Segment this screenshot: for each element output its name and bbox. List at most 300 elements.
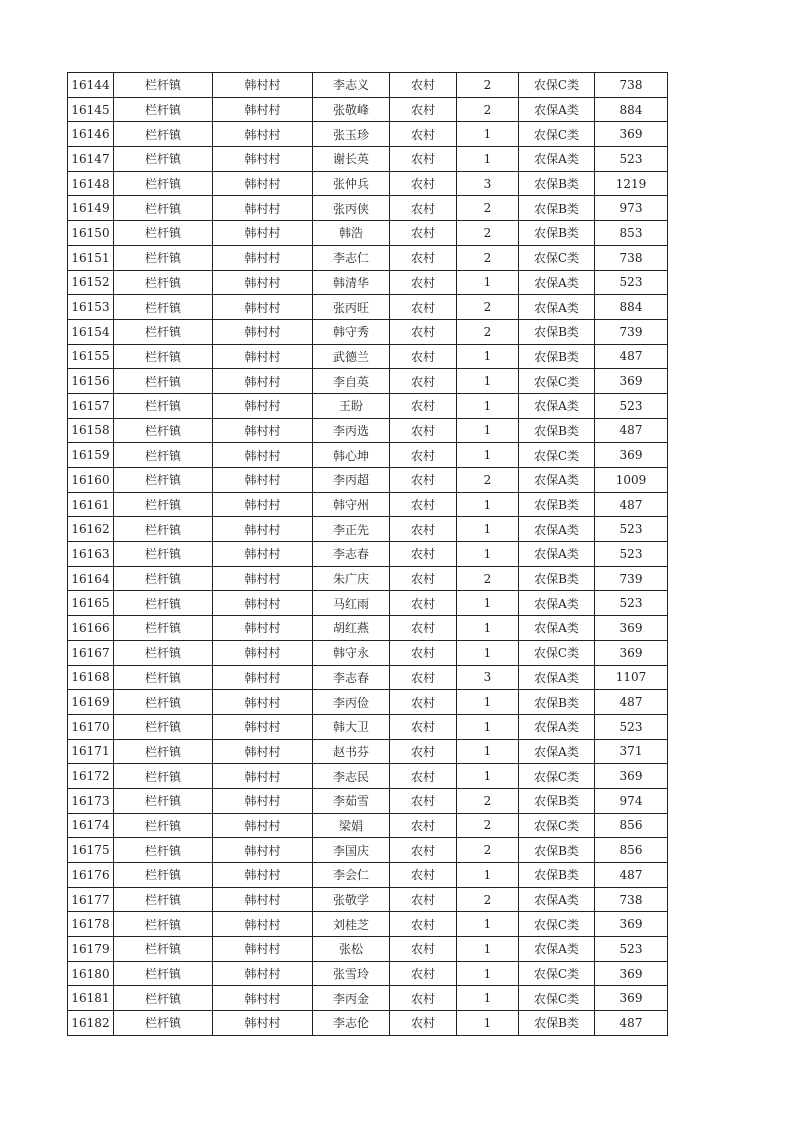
cell-record-id: 16153 bbox=[68, 295, 114, 320]
table-body bbox=[68, 73, 668, 1036]
cell-town: 栏杆镇 bbox=[114, 640, 213, 665]
cell-town: 栏杆镇 bbox=[114, 937, 213, 962]
cell-member-count: 2 bbox=[457, 468, 519, 493]
cell-member-count: 1 bbox=[457, 714, 519, 739]
table-row bbox=[68, 245, 668, 270]
cell-record-id: 16144 bbox=[68, 73, 114, 98]
cell-amount: 973 bbox=[595, 196, 668, 221]
table-row bbox=[68, 912, 668, 937]
cell-record-id: 16178 bbox=[68, 912, 114, 937]
cell-town: 栏杆镇 bbox=[114, 542, 213, 567]
cell-town: 栏杆镇 bbox=[114, 196, 213, 221]
cell-village: 韩村村 bbox=[213, 97, 313, 122]
cell-insurance-category: 农保B类 bbox=[519, 221, 595, 246]
cell-household-type: 农村 bbox=[390, 171, 457, 196]
cell-person-name: 马红雨 bbox=[313, 591, 390, 616]
cell-household-type: 农村 bbox=[390, 616, 457, 641]
cell-record-id: 16159 bbox=[68, 443, 114, 468]
cell-town: 栏杆镇 bbox=[114, 295, 213, 320]
cell-village: 韩村村 bbox=[213, 171, 313, 196]
cell-village: 韩村村 bbox=[213, 468, 313, 493]
table-row bbox=[68, 764, 668, 789]
cell-record-id: 16168 bbox=[68, 665, 114, 690]
cell-household-type: 农村 bbox=[390, 813, 457, 838]
cell-amount: 1219 bbox=[595, 171, 668, 196]
table-row bbox=[68, 171, 668, 196]
cell-village: 韩村村 bbox=[213, 566, 313, 591]
cell-insurance-category: 农保B类 bbox=[519, 690, 595, 715]
cell-town: 栏杆镇 bbox=[114, 147, 213, 172]
cell-person-name: 李志民 bbox=[313, 764, 390, 789]
table-row bbox=[68, 319, 668, 344]
cell-insurance-category: 农保A类 bbox=[519, 393, 595, 418]
cell-household-type: 农村 bbox=[390, 468, 457, 493]
cell-record-id: 16150 bbox=[68, 221, 114, 246]
cell-member-count: 2 bbox=[457, 813, 519, 838]
cell-member-count: 2 bbox=[457, 245, 519, 270]
cell-amount: 369 bbox=[595, 640, 668, 665]
table-row bbox=[68, 393, 668, 418]
cell-household-type: 农村 bbox=[390, 690, 457, 715]
cell-insurance-category: 农保C类 bbox=[519, 640, 595, 665]
cell-town: 栏杆镇 bbox=[114, 344, 213, 369]
table-row bbox=[68, 542, 668, 567]
cell-household-type: 农村 bbox=[390, 147, 457, 172]
cell-amount: 856 bbox=[595, 813, 668, 838]
cell-amount: 369 bbox=[595, 764, 668, 789]
cell-insurance-category: 农保C类 bbox=[519, 122, 595, 147]
cell-household-type: 农村 bbox=[390, 344, 457, 369]
cell-town: 栏杆镇 bbox=[114, 961, 213, 986]
cell-town: 栏杆镇 bbox=[114, 443, 213, 468]
cell-village: 韩村村 bbox=[213, 714, 313, 739]
cell-household-type: 农村 bbox=[390, 319, 457, 344]
cell-person-name: 张丙侠 bbox=[313, 196, 390, 221]
table-row bbox=[68, 986, 668, 1011]
cell-household-type: 农村 bbox=[390, 393, 457, 418]
table-row bbox=[68, 616, 668, 641]
cell-person-name: 李丙金 bbox=[313, 986, 390, 1011]
cell-member-count: 1 bbox=[457, 961, 519, 986]
cell-amount: 523 bbox=[595, 147, 668, 172]
cell-member-count: 1 bbox=[457, 912, 519, 937]
cell-record-id: 16166 bbox=[68, 616, 114, 641]
cell-person-name: 胡红燕 bbox=[313, 616, 390, 641]
cell-amount: 974 bbox=[595, 788, 668, 813]
cell-amount: 369 bbox=[595, 369, 668, 394]
cell-village: 韩村村 bbox=[213, 369, 313, 394]
cell-village: 韩村村 bbox=[213, 813, 313, 838]
cell-amount: 487 bbox=[595, 690, 668, 715]
cell-person-name: 李会仁 bbox=[313, 863, 390, 888]
table-row bbox=[68, 591, 668, 616]
cell-insurance-category: 农保C类 bbox=[519, 813, 595, 838]
cell-amount: 856 bbox=[595, 838, 668, 863]
cell-household-type: 农村 bbox=[390, 665, 457, 690]
table-row bbox=[68, 937, 668, 962]
cell-person-name: 王盼 bbox=[313, 393, 390, 418]
cell-member-count: 3 bbox=[457, 171, 519, 196]
table-row bbox=[68, 97, 668, 122]
cell-person-name: 李茹雪 bbox=[313, 788, 390, 813]
cell-member-count: 2 bbox=[457, 566, 519, 591]
cell-town: 栏杆镇 bbox=[114, 665, 213, 690]
cell-insurance-category: 农保A类 bbox=[519, 468, 595, 493]
cell-insurance-category: 农保A类 bbox=[519, 97, 595, 122]
cell-village: 韩村村 bbox=[213, 788, 313, 813]
cell-household-type: 农村 bbox=[390, 542, 457, 567]
records-table bbox=[67, 72, 668, 1036]
cell-record-id: 16147 bbox=[68, 147, 114, 172]
cell-town: 栏杆镇 bbox=[114, 566, 213, 591]
cell-village: 韩村村 bbox=[213, 591, 313, 616]
cell-record-id: 16167 bbox=[68, 640, 114, 665]
cell-person-name: 谢长英 bbox=[313, 147, 390, 172]
cell-record-id: 16148 bbox=[68, 171, 114, 196]
cell-village: 韩村村 bbox=[213, 690, 313, 715]
cell-town: 栏杆镇 bbox=[114, 221, 213, 246]
cell-record-id: 16151 bbox=[68, 245, 114, 270]
cell-member-count: 2 bbox=[457, 73, 519, 98]
cell-town: 栏杆镇 bbox=[114, 887, 213, 912]
cell-insurance-category: 农保B类 bbox=[519, 788, 595, 813]
table-row bbox=[68, 1011, 668, 1036]
cell-person-name: 韩守秀 bbox=[313, 319, 390, 344]
table-row bbox=[68, 122, 668, 147]
cell-record-id: 16171 bbox=[68, 739, 114, 764]
cell-insurance-category: 农保C类 bbox=[519, 73, 595, 98]
cell-insurance-category: 农保C类 bbox=[519, 961, 595, 986]
cell-village: 韩村村 bbox=[213, 961, 313, 986]
cell-record-id: 16157 bbox=[68, 393, 114, 418]
cell-member-count: 1 bbox=[457, 937, 519, 962]
table-row bbox=[68, 838, 668, 863]
cell-insurance-category: 农保A类 bbox=[519, 665, 595, 690]
cell-person-name: 朱广庆 bbox=[313, 566, 390, 591]
cell-household-type: 农村 bbox=[390, 270, 457, 295]
cell-record-id: 16176 bbox=[68, 863, 114, 888]
cell-insurance-category: 农保C类 bbox=[519, 986, 595, 1011]
cell-record-id: 16173 bbox=[68, 788, 114, 813]
cell-insurance-category: 农保A类 bbox=[519, 887, 595, 912]
cell-record-id: 16165 bbox=[68, 591, 114, 616]
cell-member-count: 1 bbox=[457, 122, 519, 147]
cell-amount: 884 bbox=[595, 97, 668, 122]
cell-record-id: 16164 bbox=[68, 566, 114, 591]
cell-insurance-category: 农保C类 bbox=[519, 369, 595, 394]
cell-insurance-category: 农保C类 bbox=[519, 245, 595, 270]
cell-member-count: 1 bbox=[457, 147, 519, 172]
cell-record-id: 16180 bbox=[68, 961, 114, 986]
cell-town: 栏杆镇 bbox=[114, 319, 213, 344]
cell-amount: 523 bbox=[595, 542, 668, 567]
cell-household-type: 农村 bbox=[390, 73, 457, 98]
table-row bbox=[68, 887, 668, 912]
cell-village: 韩村村 bbox=[213, 147, 313, 172]
cell-person-name: 韩大卫 bbox=[313, 714, 390, 739]
cell-town: 栏杆镇 bbox=[114, 986, 213, 1011]
cell-household-type: 农村 bbox=[390, 912, 457, 937]
cell-amount: 369 bbox=[595, 986, 668, 1011]
cell-record-id: 16162 bbox=[68, 517, 114, 542]
cell-town: 栏杆镇 bbox=[114, 369, 213, 394]
cell-village: 韩村村 bbox=[213, 739, 313, 764]
cell-village: 韩村村 bbox=[213, 221, 313, 246]
cell-person-name: 李自英 bbox=[313, 369, 390, 394]
table-row bbox=[68, 863, 668, 888]
cell-village: 韩村村 bbox=[213, 986, 313, 1011]
cell-member-count: 2 bbox=[457, 97, 519, 122]
cell-insurance-category: 农保B类 bbox=[519, 344, 595, 369]
cell-person-name: 韩心坤 bbox=[313, 443, 390, 468]
cell-record-id: 16170 bbox=[68, 714, 114, 739]
cell-person-name: 韩清华 bbox=[313, 270, 390, 295]
cell-amount: 523 bbox=[595, 270, 668, 295]
cell-household-type: 农村 bbox=[390, 97, 457, 122]
cell-person-name: 韩浩 bbox=[313, 221, 390, 246]
cell-record-id: 16149 bbox=[68, 196, 114, 221]
cell-person-name: 韩守永 bbox=[313, 640, 390, 665]
cell-amount: 738 bbox=[595, 245, 668, 270]
cell-person-name: 张敬学 bbox=[313, 887, 390, 912]
cell-member-count: 1 bbox=[457, 542, 519, 567]
cell-member-count: 1 bbox=[457, 986, 519, 1011]
cell-amount: 369 bbox=[595, 616, 668, 641]
cell-household-type: 农村 bbox=[390, 591, 457, 616]
cell-town: 栏杆镇 bbox=[114, 714, 213, 739]
cell-member-count: 1 bbox=[457, 344, 519, 369]
cell-household-type: 农村 bbox=[390, 221, 457, 246]
cell-record-id: 16146 bbox=[68, 122, 114, 147]
cell-amount: 369 bbox=[595, 961, 668, 986]
cell-record-id: 16158 bbox=[68, 418, 114, 443]
cell-member-count: 1 bbox=[457, 739, 519, 764]
cell-insurance-category: 农保B类 bbox=[519, 171, 595, 196]
cell-village: 韩村村 bbox=[213, 640, 313, 665]
cell-person-name: 梁娟 bbox=[313, 813, 390, 838]
table-row bbox=[68, 270, 668, 295]
cell-person-name: 武德兰 bbox=[313, 344, 390, 369]
table-row bbox=[68, 739, 668, 764]
table-row bbox=[68, 344, 668, 369]
cell-amount: 369 bbox=[595, 912, 668, 937]
cell-town: 栏杆镇 bbox=[114, 912, 213, 937]
cell-insurance-category: 农保A类 bbox=[519, 616, 595, 641]
cell-member-count: 1 bbox=[457, 616, 519, 641]
cell-insurance-category: 农保A类 bbox=[519, 542, 595, 567]
cell-record-id: 16172 bbox=[68, 764, 114, 789]
cell-amount: 523 bbox=[595, 714, 668, 739]
cell-record-id: 16175 bbox=[68, 838, 114, 863]
cell-household-type: 农村 bbox=[390, 492, 457, 517]
cell-town: 栏杆镇 bbox=[114, 813, 213, 838]
cell-insurance-category: 农保A类 bbox=[519, 739, 595, 764]
cell-household-type: 农村 bbox=[390, 887, 457, 912]
cell-person-name: 李丙俭 bbox=[313, 690, 390, 715]
cell-insurance-category: 农保A类 bbox=[519, 937, 595, 962]
table-row bbox=[68, 665, 668, 690]
cell-member-count: 2 bbox=[457, 788, 519, 813]
cell-town: 栏杆镇 bbox=[114, 739, 213, 764]
cell-member-count: 2 bbox=[457, 295, 519, 320]
cell-person-name: 赵书芬 bbox=[313, 739, 390, 764]
cell-town: 栏杆镇 bbox=[114, 492, 213, 517]
cell-person-name: 张敬峰 bbox=[313, 97, 390, 122]
cell-household-type: 农村 bbox=[390, 838, 457, 863]
cell-person-name: 李志春 bbox=[313, 542, 390, 567]
table-row bbox=[68, 221, 668, 246]
cell-village: 韩村村 bbox=[213, 665, 313, 690]
cell-village: 韩村村 bbox=[213, 344, 313, 369]
cell-household-type: 农村 bbox=[390, 937, 457, 962]
cell-village: 韩村村 bbox=[213, 393, 313, 418]
cell-insurance-category: 农保A类 bbox=[519, 591, 595, 616]
cell-record-id: 16174 bbox=[68, 813, 114, 838]
cell-person-name: 李国庆 bbox=[313, 838, 390, 863]
cell-record-id: 16177 bbox=[68, 887, 114, 912]
cell-household-type: 农村 bbox=[390, 443, 457, 468]
cell-household-type: 农村 bbox=[390, 566, 457, 591]
cell-record-id: 16155 bbox=[68, 344, 114, 369]
cell-town: 栏杆镇 bbox=[114, 616, 213, 641]
cell-amount: 371 bbox=[595, 739, 668, 764]
cell-member-count: 1 bbox=[457, 863, 519, 888]
table-row bbox=[68, 961, 668, 986]
cell-member-count: 1 bbox=[457, 1011, 519, 1036]
cell-member-count: 3 bbox=[457, 665, 519, 690]
cell-insurance-category: 农保A类 bbox=[519, 517, 595, 542]
cell-amount: 738 bbox=[595, 73, 668, 98]
cell-member-count: 2 bbox=[457, 221, 519, 246]
cell-village: 韩村村 bbox=[213, 418, 313, 443]
cell-member-count: 1 bbox=[457, 369, 519, 394]
cell-amount: 739 bbox=[595, 319, 668, 344]
cell-person-name: 李志伦 bbox=[313, 1011, 390, 1036]
cell-person-name: 李丙选 bbox=[313, 418, 390, 443]
cell-member-count: 1 bbox=[457, 492, 519, 517]
table-row bbox=[68, 295, 668, 320]
cell-household-type: 农村 bbox=[390, 295, 457, 320]
cell-village: 韩村村 bbox=[213, 542, 313, 567]
cell-amount: 487 bbox=[595, 418, 668, 443]
cell-person-name: 张松 bbox=[313, 937, 390, 962]
cell-member-count: 1 bbox=[457, 690, 519, 715]
cell-person-name: 张仲兵 bbox=[313, 171, 390, 196]
cell-insurance-category: 农保B类 bbox=[519, 1011, 595, 1036]
cell-insurance-category: 农保A类 bbox=[519, 714, 595, 739]
cell-village: 韩村村 bbox=[213, 838, 313, 863]
cell-record-id: 16181 bbox=[68, 986, 114, 1011]
table-row bbox=[68, 418, 668, 443]
table-row bbox=[68, 788, 668, 813]
cell-town: 栏杆镇 bbox=[114, 863, 213, 888]
cell-insurance-category: 农保B类 bbox=[519, 838, 595, 863]
cell-town: 栏杆镇 bbox=[114, 591, 213, 616]
cell-town: 栏杆镇 bbox=[114, 838, 213, 863]
cell-amount: 523 bbox=[595, 937, 668, 962]
cell-village: 韩村村 bbox=[213, 443, 313, 468]
cell-household-type: 农村 bbox=[390, 1011, 457, 1036]
cell-member-count: 1 bbox=[457, 270, 519, 295]
cell-amount: 523 bbox=[595, 517, 668, 542]
cell-member-count: 1 bbox=[457, 640, 519, 665]
cell-insurance-category: 农保B类 bbox=[519, 196, 595, 221]
cell-record-id: 16160 bbox=[68, 468, 114, 493]
cell-town: 栏杆镇 bbox=[114, 393, 213, 418]
cell-insurance-category: 农保B类 bbox=[519, 418, 595, 443]
cell-village: 韩村村 bbox=[213, 764, 313, 789]
cell-record-id: 16152 bbox=[68, 270, 114, 295]
cell-village: 韩村村 bbox=[213, 295, 313, 320]
cell-insurance-category: 农保C类 bbox=[519, 764, 595, 789]
table-row bbox=[68, 443, 668, 468]
table-row bbox=[68, 690, 668, 715]
cell-amount: 739 bbox=[595, 566, 668, 591]
cell-member-count: 1 bbox=[457, 517, 519, 542]
cell-town: 栏杆镇 bbox=[114, 418, 213, 443]
cell-town: 栏杆镇 bbox=[114, 122, 213, 147]
cell-member-count: 1 bbox=[457, 591, 519, 616]
cell-village: 韩村村 bbox=[213, 319, 313, 344]
cell-household-type: 农村 bbox=[390, 764, 457, 789]
cell-member-count: 1 bbox=[457, 418, 519, 443]
cell-person-name: 韩守州 bbox=[313, 492, 390, 517]
table-row bbox=[68, 517, 668, 542]
cell-amount: 523 bbox=[595, 591, 668, 616]
cell-village: 韩村村 bbox=[213, 887, 313, 912]
cell-village: 韩村村 bbox=[213, 270, 313, 295]
cell-insurance-category: 农保B类 bbox=[519, 863, 595, 888]
cell-person-name: 刘桂芝 bbox=[313, 912, 390, 937]
cell-village: 韩村村 bbox=[213, 73, 313, 98]
cell-town: 栏杆镇 bbox=[114, 171, 213, 196]
table-row bbox=[68, 566, 668, 591]
cell-town: 栏杆镇 bbox=[114, 97, 213, 122]
cell-village: 韩村村 bbox=[213, 122, 313, 147]
cell-member-count: 2 bbox=[457, 319, 519, 344]
cell-insurance-category: 农保A类 bbox=[519, 147, 595, 172]
cell-person-name: 李志春 bbox=[313, 665, 390, 690]
cell-town: 栏杆镇 bbox=[114, 1011, 213, 1036]
cell-household-type: 农村 bbox=[390, 196, 457, 221]
cell-insurance-category: 农保B类 bbox=[519, 492, 595, 517]
cell-town: 栏杆镇 bbox=[114, 73, 213, 98]
table-row bbox=[68, 714, 668, 739]
table-row bbox=[68, 813, 668, 838]
cell-person-name: 李丙超 bbox=[313, 468, 390, 493]
cell-village: 韩村村 bbox=[213, 492, 313, 517]
cell-record-id: 16154 bbox=[68, 319, 114, 344]
cell-member-count: 1 bbox=[457, 443, 519, 468]
cell-amount: 1107 bbox=[595, 665, 668, 690]
cell-person-name: 李志义 bbox=[313, 73, 390, 98]
cell-record-id: 16163 bbox=[68, 542, 114, 567]
cell-person-name: 张雪玲 bbox=[313, 961, 390, 986]
cell-household-type: 农村 bbox=[390, 961, 457, 986]
table-row bbox=[68, 492, 668, 517]
table-row bbox=[68, 369, 668, 394]
cell-village: 韩村村 bbox=[213, 912, 313, 937]
table-row bbox=[68, 640, 668, 665]
cell-amount: 487 bbox=[595, 344, 668, 369]
cell-household-type: 农村 bbox=[390, 640, 457, 665]
cell-person-name: 张玉珍 bbox=[313, 122, 390, 147]
cell-town: 栏杆镇 bbox=[114, 764, 213, 789]
cell-household-type: 农村 bbox=[390, 245, 457, 270]
cell-amount: 487 bbox=[595, 863, 668, 888]
cell-village: 韩村村 bbox=[213, 616, 313, 641]
cell-village: 韩村村 bbox=[213, 937, 313, 962]
